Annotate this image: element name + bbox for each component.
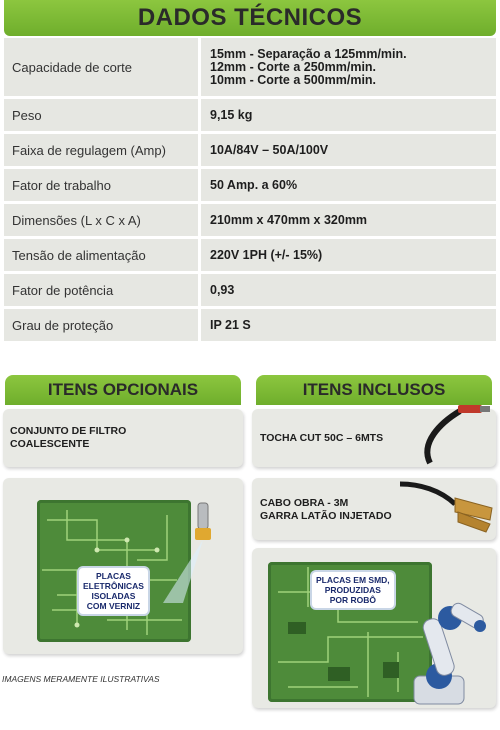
spec-row [4,169,496,201]
spec-value [201,38,496,96]
spec-row [4,274,496,306]
spec-value-line: 10mm - Corte a 500mm/min. [210,72,377,87]
spec-value [201,169,496,201]
spec-row [4,134,496,166]
technical-data-title: DADOS TÉCNICOS [4,0,496,36]
spec-row [4,204,496,236]
spray-nozzle-icon [153,498,223,608]
spec-value-line: 12mm - Corte a 250mm/min. [210,59,377,74]
spec-label: Faixa de regulagem (Amp) [4,134,198,166]
optional-items-header: ITENS OPCIONAIS [5,375,241,405]
spec-row [4,99,496,131]
included-item-torch-label: TOCHA CUT 50C – 6MTS [260,432,384,444]
board-smd-label: PLACAS EM SMD, PRODUZIDAS POR ROBÔ [312,572,394,608]
spec-value [201,134,496,166]
spec-value [201,309,496,341]
spec-row [4,309,496,341]
included-item-cable-card [252,478,496,540]
spec-value-line: 9,15 kg [210,107,253,122]
illustrative-images-note: IMAGENS MERAMENTE ILUSTRATIVAS [2,674,160,684]
spec-row [4,239,496,271]
spec-value-line: 210mm x 470mm x 320mm [210,212,368,227]
board-varnish-label: PLACAS ELETRÔNICAS ISOLADAS COM VERNIZ [79,568,148,614]
spec-value-line: IP 21 S [210,317,251,332]
spec-label: Capacidade de corte [4,38,198,96]
spec-label: Peso [4,99,198,131]
included-board-card [252,548,496,708]
robot-arm-icon [392,578,492,706]
included-item-cable-label: CABO OBRA - 3M GARRA LATÃO INJETADO [260,497,392,522]
spec-value [201,204,496,236]
included-items-header: ITENS INCLUSOS [256,375,492,405]
spec-value [201,274,496,306]
spec-value [201,99,496,131]
optional-item-filter-card [3,409,243,467]
spec-row [4,38,496,96]
specs-table [4,38,496,344]
spec-label: Fator de potência [4,274,198,306]
spec-value-line: 10A/84V – 50A/100V [210,142,329,157]
spec-label: Dimensões (L x C x A) [4,204,198,236]
plasma-torch-icon [410,403,494,467]
spec-label: Grau de proteção [4,309,198,341]
spec-value-line: 220V 1PH (+/- 15%) [210,247,323,262]
optional-board-card [3,478,243,654]
spec-label: Tensão de alimentação [4,239,198,271]
spec-label: Fator de trabalho [4,169,198,201]
spec-value-line: 15mm - Separação a 125mm/min. [210,46,407,61]
ground-clamp-icon [400,480,494,538]
spec-value-line: 0,93 [210,282,235,297]
included-item-torch-card [252,409,496,467]
spec-value [201,239,496,271]
optional-item-filter-label: CONJUNTO DE FILTRO COALESCENTE [10,425,127,450]
spec-value-line: 50 Amp. a 60% [210,177,298,192]
